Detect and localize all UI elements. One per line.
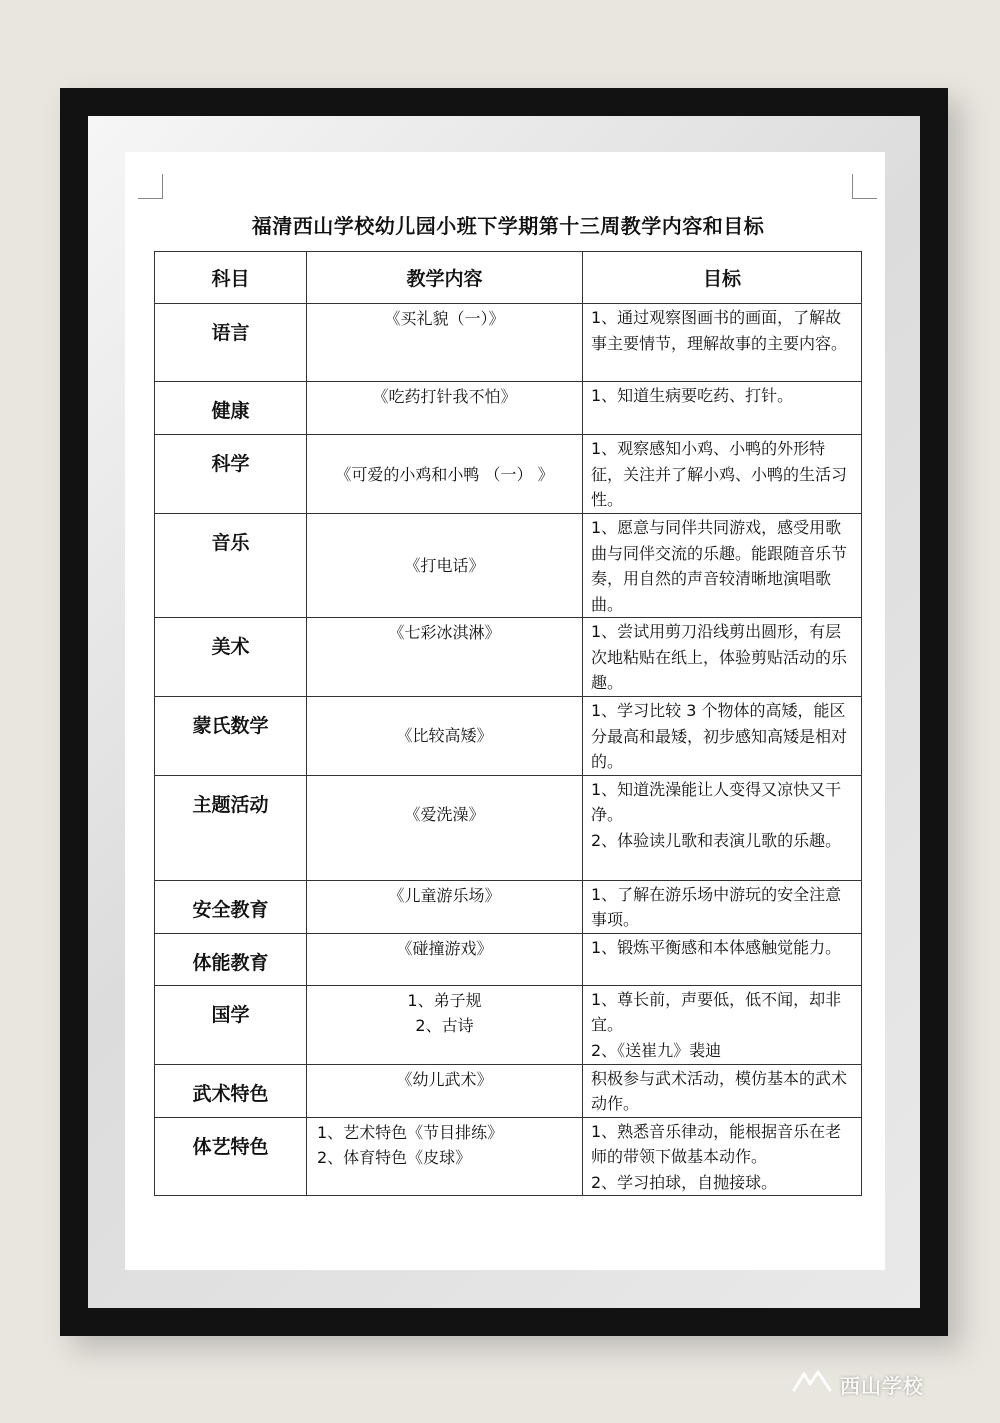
content-cell (307, 435, 583, 514)
header-goal: 目标 (583, 252, 862, 304)
subject-cell: 美术 (155, 618, 307, 697)
content-line: 《碰撞游戏》 (396, 938, 493, 958)
table-row (155, 985, 862, 1064)
content-line: 《七彩冰淇淋》 (388, 623, 501, 642)
goal-cell (583, 775, 862, 880)
goal-line: 1、学习比较 3 个物体的高矮，能区分最高和最矮，初步感知高矮是相对的。 (591, 701, 848, 771)
subject-cell: 主题活动 (155, 775, 307, 880)
content-cell (307, 1064, 583, 1117)
table-row (155, 1064, 862, 1117)
content-cell (307, 985, 583, 1064)
content-line: 2、古诗 (415, 1015, 474, 1035)
schedule-table (154, 251, 862, 1196)
goal-line: 2、体验读儿歌和表演儿歌的乐趣。 (591, 830, 842, 850)
content-cell (307, 618, 583, 697)
table-row (155, 304, 862, 382)
content-line: 《吃药打针我不怕》 (372, 387, 517, 406)
goal-line: 1、熟悉音乐律动，能根据音乐在老师的带领下做基本动作。 (591, 1121, 842, 1166)
goal-cell (583, 514, 862, 618)
header-subject: 科目 (155, 252, 307, 304)
subject-cell: 体能教育 (155, 933, 307, 985)
goal-cell (583, 382, 862, 435)
goal-line: 积极参与武术活动，模仿基本的武术动作。 (591, 1068, 848, 1113)
goal-line: 1、知道洗澡能让人变得又凉快又干净。 (591, 779, 842, 824)
table-row (155, 514, 862, 618)
goal-line: 1、尝试用剪刀沿线剪出圆形，有层次地粘贴在纸上，体验剪贴活动的乐趣。 (591, 622, 848, 692)
content-line: 1、艺术特色《节目排练》 (317, 1122, 504, 1142)
watermark-text: 西山学校 (840, 1374, 924, 1398)
content-cell (307, 933, 583, 985)
table-row (155, 775, 862, 880)
crop-mark-top-right (852, 174, 877, 199)
table-row (155, 933, 862, 985)
goal-cell (583, 1117, 862, 1196)
content-cell (307, 880, 583, 933)
goal-cell (583, 304, 862, 382)
subject-cell: 体艺特色 (155, 1117, 307, 1196)
crop-mark-top-left (138, 174, 163, 199)
table-header-row (155, 252, 862, 304)
content-line: 《可爱的小鸡和小鸭 （一） 》 (335, 464, 554, 484)
content-line: 《比较高矮》 (396, 726, 493, 746)
content-cell (307, 1117, 583, 1196)
table-row (155, 382, 862, 435)
goal-cell (583, 933, 862, 985)
content-line: 《买礼貌（一）》 (384, 309, 505, 328)
goal-line: 1、尊长前，声要低，低不闻，却非宜。 (591, 989, 842, 1034)
content-cell (307, 304, 583, 382)
subject-cell: 蒙氏数学 (155, 697, 307, 776)
goal-line: 2、《送崔九》裴迪 (591, 1040, 722, 1060)
goal-line: 1、观察感知小鸡、小鸭的外形特征，关注并了解小鸡、小鸭的生活习性。 (591, 439, 848, 509)
table-row (155, 435, 862, 514)
subject-cell: 音乐 (155, 514, 307, 618)
content-line: 《爱洗澡》 (404, 804, 485, 824)
goal-line: 1、锻炼平衡感和本体感触觉能力。 (591, 937, 842, 957)
content-line: 2、体育特色《皮球》 (317, 1147, 472, 1167)
subject-cell: 国学 (155, 985, 307, 1064)
goal-cell (583, 618, 862, 697)
subject-cell: 健康 (155, 382, 307, 435)
content-line: 1、弟子规 (407, 990, 482, 1010)
table-row (155, 697, 862, 776)
goal-line: 1、了解在游乐场中游玩的安全注意事项。 (591, 884, 842, 929)
goal-cell (583, 697, 862, 776)
goal-line: 1、通过观察图画书的画面，了解故事主要情节，理解故事的主要内容。 (591, 308, 848, 353)
subject-cell: 安全教育 (155, 880, 307, 933)
table-row (155, 1117, 862, 1196)
content-cell (307, 382, 583, 435)
goal-line: 1、愿意与同伴共同游戏，感受用歌曲与同伴交流的乐趣。能跟随音乐节奏，用自然的声音较清晰地演唱歌曲。 (591, 518, 848, 614)
goal-cell (583, 880, 862, 933)
content-line: 《儿童游乐场》 (388, 885, 501, 905)
subject-cell: 科学 (155, 435, 307, 514)
content-cell (307, 775, 583, 880)
document-title: 福清西山学校幼儿园小班下学期第十三周教学内容和目标 (251, 214, 765, 238)
subject-cell: 武术特色 (155, 1064, 307, 1117)
school-logo-icon (790, 1368, 834, 1396)
table-row (155, 880, 862, 933)
content-line: 《打电话》 (404, 556, 485, 575)
goal-cell (583, 435, 862, 514)
content-cell (307, 514, 583, 618)
goal-line: 1、知道生病要吃药、打针。 (591, 386, 794, 405)
header-content: 教学内容 (307, 252, 583, 304)
goal-line: 2、学习拍球，自抛接球。 (591, 1172, 778, 1192)
table-row (155, 618, 862, 697)
goal-cell (583, 1064, 862, 1117)
subject-cell: 语言 (155, 304, 307, 382)
goal-cell (583, 985, 862, 1064)
content-cell (307, 697, 583, 776)
content-line: 《幼儿武术》 (396, 1069, 493, 1089)
